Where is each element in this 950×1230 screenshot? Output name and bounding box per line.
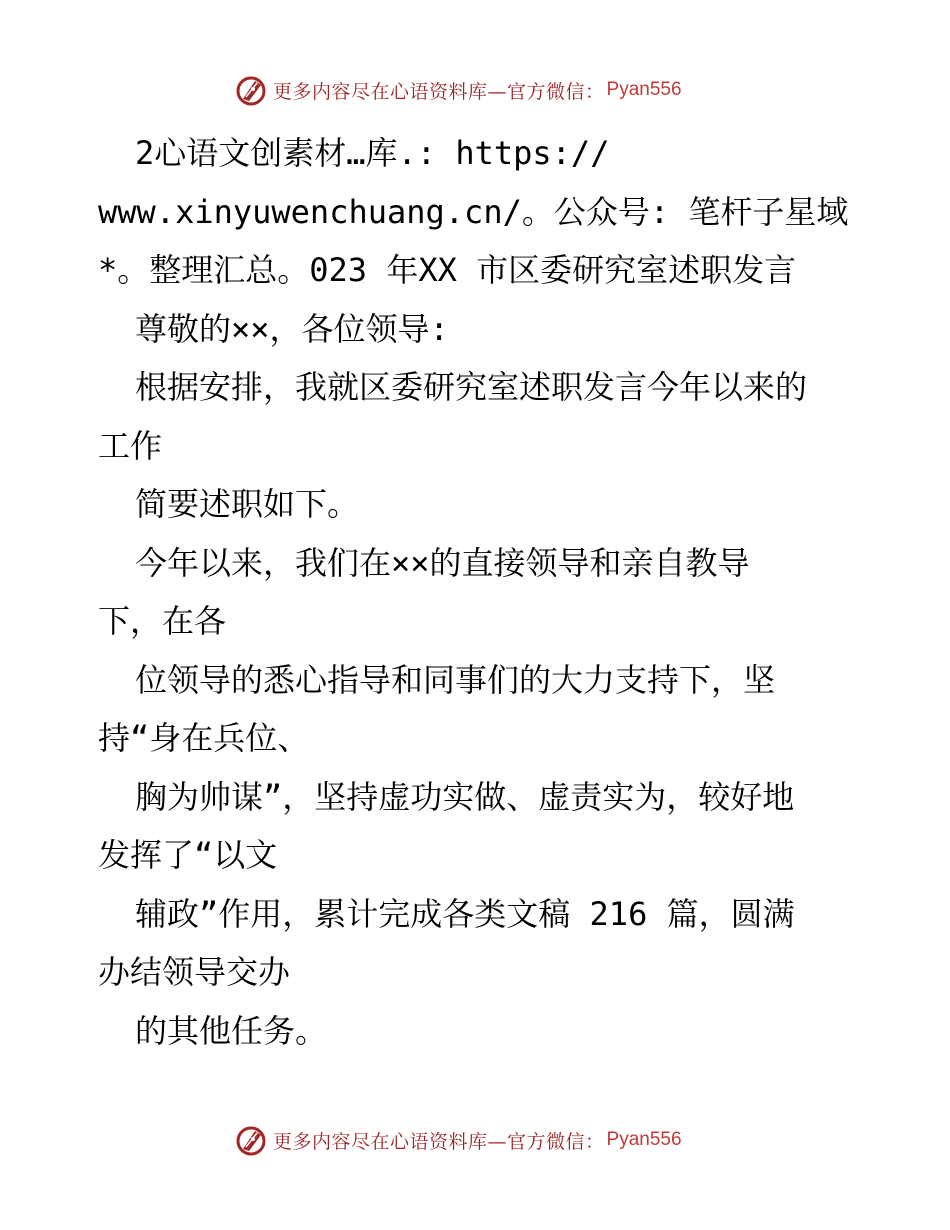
text-line: www.xinyuwenchuang.cn/。公众号: 笔杆子星域 — [98, 192, 849, 231]
text-line: *。整理汇总。023 年XX 市区委研究室述职发言 — [98, 251, 797, 289]
text-line: 下，在各 — [98, 602, 227, 640]
text-line: 简要述职如下。 — [135, 485, 360, 523]
banner-text: 更多内容尽在心语资料库—官方微信： — [273, 80, 605, 103]
banner-wechat-handle: Pyan556 — [606, 79, 682, 100]
footer-banner — [233, 1120, 713, 1160]
document-body — [98, 124, 888, 1060]
pen-nib-logo-icon — [233, 72, 269, 108]
text-line: 2心语文创素材…库.: https:// — [135, 134, 610, 172]
text-line: 持“身在兵位、 — [98, 719, 310, 757]
pen-nib-logo-icon — [233, 1122, 269, 1158]
text-line: 今年以来，我们在××的直接领导和亲自教导 — [135, 543, 750, 582]
text-line: 发挥了“以文 — [98, 836, 278, 874]
banner-text: 更多内容尽在心语资料库—官方微信： — [273, 1130, 605, 1153]
text-line: 辅政”作用，累计完成各类文稿 216 篇，圆满 — [135, 894, 795, 933]
text-line: 位领导的悉心指导和同事们的大力支持下，坚 — [135, 660, 776, 699]
text-line: 根据安排，我就区委研究室述职发言今年以来的 — [135, 368, 808, 406]
text-line: 工作 — [98, 426, 163, 465]
text-line: 办结领导交办 — [98, 953, 291, 991]
salutation-line: 尊敬的××，各位领导: — [135, 309, 449, 348]
header-banner — [233, 70, 713, 110]
banner-wechat-handle: Pyan556 — [606, 1129, 682, 1150]
text-line: 的其他任务。 — [135, 1011, 328, 1050]
text-line: 胸为帅谋”，坚持虚功实做、虚责实为，较好地 — [135, 777, 795, 816]
